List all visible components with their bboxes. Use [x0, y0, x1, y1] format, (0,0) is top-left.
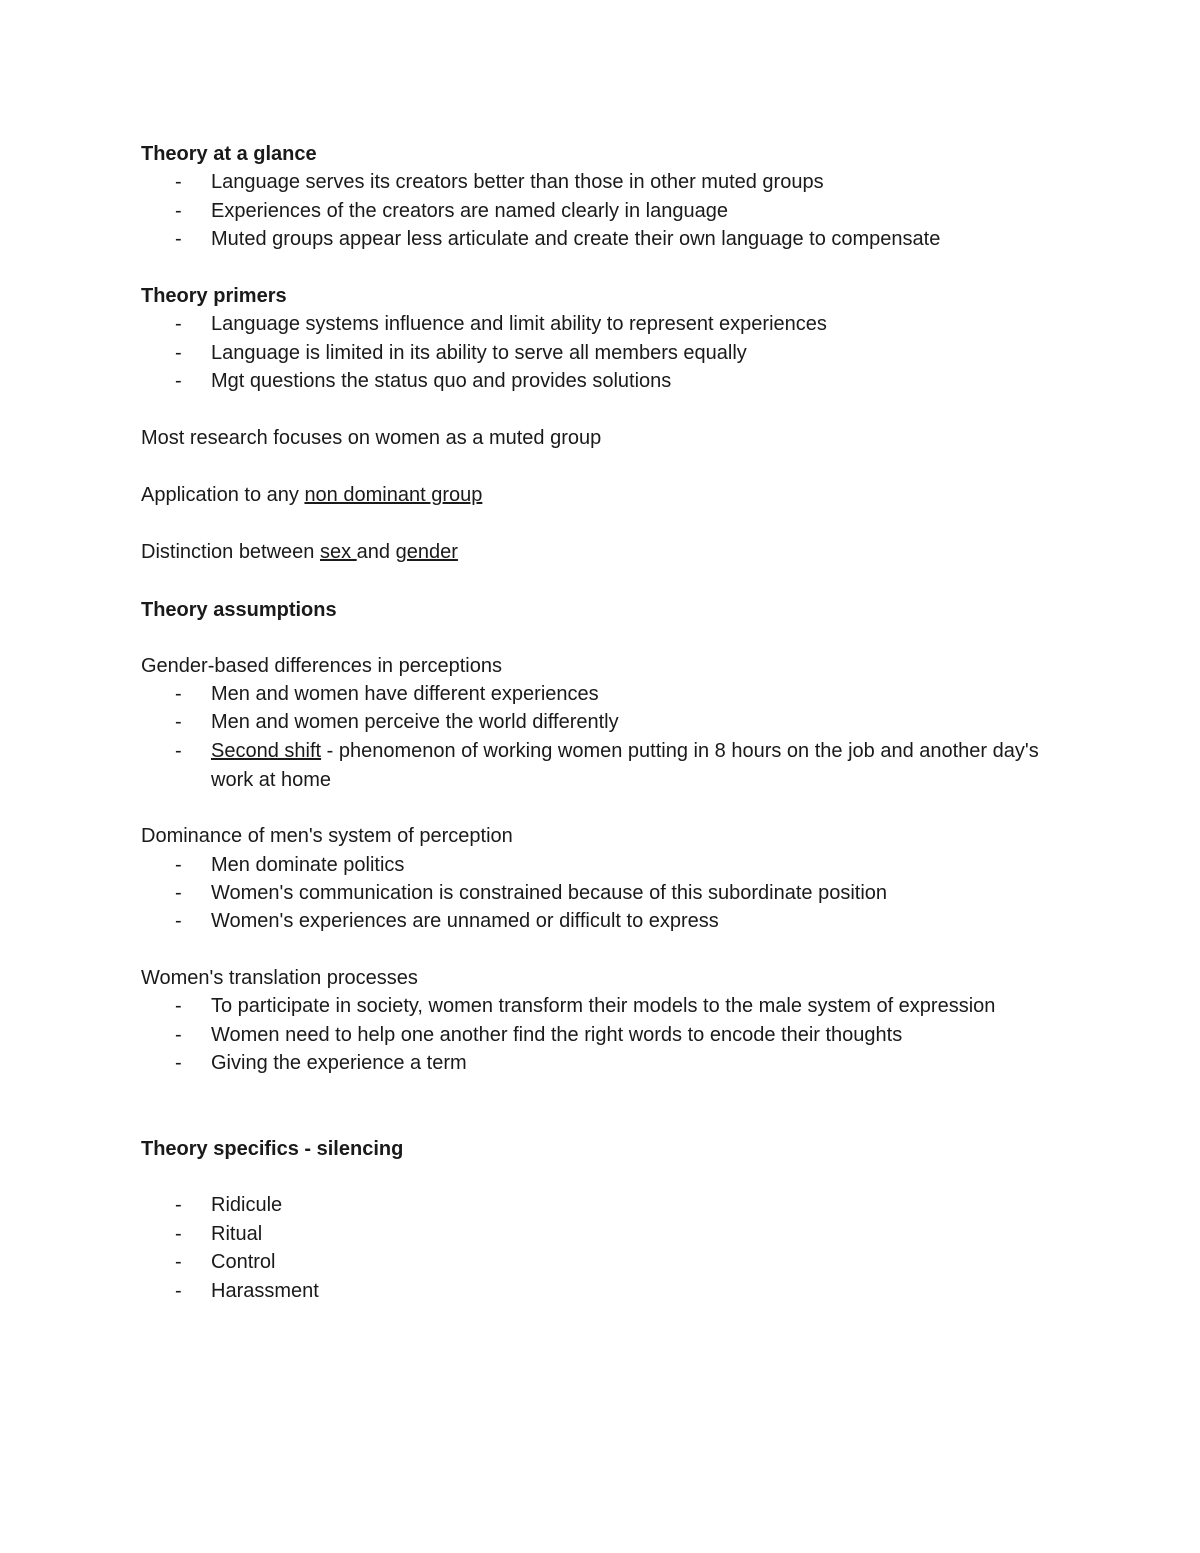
list-item: Ridicule [211, 1194, 283, 1216]
note-distinction [141, 538, 458, 566]
heading-theory-at-a-glance: Theory at a glance [141, 143, 317, 165]
list-item: Men dominate politics [211, 854, 405, 876]
list-item: Language is limited in its ability to serve all members equally [211, 342, 747, 364]
list-item-second-shift [211, 737, 1071, 794]
list-item: Muted groups appear less articulate and create their own language to compensate [211, 228, 941, 250]
note-research: Most research focuses on women as a muted group [141, 427, 602, 449]
underlined-term-sex: sex [319, 541, 357, 563]
bullet-marker: - [175, 1052, 182, 1074]
list-item: Harassment [211, 1280, 319, 1302]
list-item: Men and women have different experiences [211, 683, 599, 705]
bullet-marker: - [175, 342, 182, 364]
note-distinction-prefix: Distinction between [141, 541, 320, 563]
bullet-marker: - [175, 1223, 182, 1245]
bullet-marker: - [175, 171, 182, 193]
subheading-dominance: Dominance of men's system of perception [141, 825, 513, 847]
underlined-term-non-dominant-group: non dominant group [304, 484, 483, 506]
note-application-prefix: Application to any [141, 484, 305, 506]
underlined-term-gender: gender [395, 541, 458, 563]
bullet-marker: - [175, 882, 182, 904]
heading-theory-specifics: Theory specifics - silencing [141, 1138, 404, 1160]
list-item: Giving the experience a term [211, 1052, 467, 1074]
bullet-marker: - [175, 200, 182, 222]
bullet-marker: - [175, 370, 182, 392]
list-item: Control [211, 1251, 276, 1273]
bullet-marker: - [175, 228, 182, 250]
bullet-marker: - [175, 1251, 182, 1273]
bullet-marker: - [175, 683, 182, 705]
list-item: Women's communication is constrained because of this subordinate position [211, 882, 888, 904]
list-item: Ritual [211, 1223, 263, 1245]
list-item: Language systems influence and limit ability to represent experiences [211, 313, 827, 335]
bullet-marker: - [175, 740, 182, 762]
list-item: Language serves its creators better than those in other muted groups [211, 171, 824, 193]
bullet-marker: - [175, 1280, 182, 1302]
note-application [141, 481, 482, 509]
list-item: Women's experiences are unnamed or difficult to express [211, 910, 719, 932]
bullet-marker: - [175, 711, 182, 733]
list-item: Men and women perceive the world differently [211, 711, 619, 733]
bullet-marker: - [175, 995, 182, 1017]
bullet-marker: - [175, 313, 182, 335]
bullet-marker: - [175, 1024, 182, 1046]
subheading-gender-differences: Gender-based differences in perceptions [141, 655, 502, 677]
list-item: Mgt questions the status quo and provides solutions [211, 370, 672, 392]
heading-theory-assumptions: Theory assumptions [141, 599, 337, 621]
heading-theory-primers: Theory primers [141, 285, 287, 307]
list-item: Experiences of the creators are named clearly in language [211, 200, 728, 222]
list-item: To participate in society, women transform their models to the male system of expression [211, 995, 996, 1017]
bullet-marker: - [175, 910, 182, 932]
list-item: Women need to help one another find the right words to encode their thoughts [211, 1024, 903, 1046]
underlined-term-second-shift: Second shift [211, 740, 322, 762]
subheading-translation: Women's translation processes [141, 967, 418, 989]
note-distinction-and: and [356, 541, 396, 563]
bullet-marker: - [175, 854, 182, 876]
second-shift-definition: - phenomenon of working women putting in 8 hours on the job and another day's work at home [211, 740, 1039, 791]
bullet-marker: - [175, 1194, 182, 1216]
